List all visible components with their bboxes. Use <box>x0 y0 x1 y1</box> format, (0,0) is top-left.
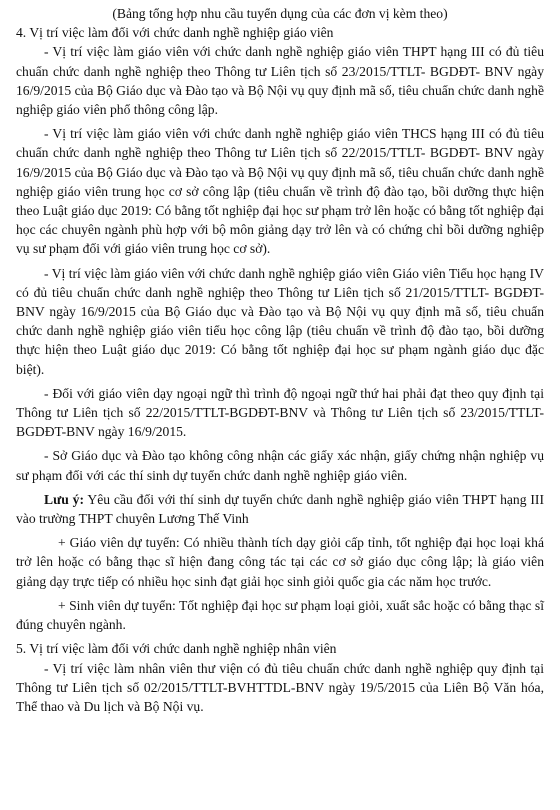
paragraph-foreign-language-teacher: - Đối với giáo viên dạy ngoại ngữ thì trình độ ngoại ngữ thứ hai phải đạt theo quy định tại Thông tư Liên tịch số 22/2015/TTLT-BGDĐT-BNV và Thông tư Liên tịch số 23/2015/TTLT-BGDĐT-BNV ngày 16/9/2015. <box>16 385 544 440</box>
section-5-heading: 5. Vị trí việc làm đối với chức danh nghề nghiệp nhân viên <box>16 641 337 657</box>
section-4-heading: 4. Vị trí việc làm đối với chức danh nghề nghiệp giáo viên <box>16 25 334 41</box>
paragraph-student-candidate: + Sinh viên dự tuyển: Tốt nghiệp đại học sư phạm loại giỏi, xuất sắc hoặc có bằng thạc sĩ đúng chuyên ngành. <box>16 597 544 633</box>
paragraph-certificate-rule: - Sở Giáo dục và Đào tạo không công nhận các giấy xác nhận, giấy chứng nhận nghiệp vụ sư phạm đối với các thí sinh dự tuyển chức danh nghề nghiệp giáo viên. <box>16 448 544 483</box>
note-label: Lưu ý: <box>44 491 84 507</box>
paragraph-librarian: - Vị trí việc làm nhân viên thư viện có đủ tiêu chuẩn chức danh nghề nghiệp quy định tại Thông tư Liên tịch số 02/2015/TTLT-BVHTTDL-BNV ngày 19/5/2015 của Liên Bộ Văn hóa, Thể thao và Du lịch và Bộ Nội vụ. <box>16 660 544 714</box>
paragraph-thpt-teacher: - Vị trí việc làm giáo viên với chức danh nghề nghiệp giáo viên THPT hạng III có đủ tiêu chuẩn chức danh nghề nghiệp theo Thông tư Liên tịch số 23/2015/TTLT- BGDĐT- BNV ngày 16/9/2015 của Bộ Giáo dục và Đào tạo và Bộ Nội vụ quy định mã số, tiêu chuẩn chức danh nghề nghiệp giáo viên phổ thông công lập. <box>16 44 544 118</box>
paragraph-primary-teacher: - Vị trí việc làm giáo viên với chức danh nghề nghiệp giáo viên Giáo viên Tiểu học hạng IV có đủ tiêu chuẩn chức danh nghề nghiệp theo Thông tư Liên tịch số 21/2015/TTLT- BGDĐT- BNV ngày 16/9/2015 của Bộ Giáo dục và Đào tạo và Bộ Nội vụ quy định mã số, tiêu chuẩn chức danh nghề nghiệp giáo viên tiểu học công lập (tiêu chuẩn về trình độ đào tạo, bồi dưỡng thực hiện theo Luật giáo dục 2019: Có bằng tốt nghiệp đại học sư phạm ngành giáo dục đặc biệt). <box>16 265 544 377</box>
paragraph-note <box>16 490 544 528</box>
attachment-note: (Bảng tổng hợp nhu cầu tuyển dụng của các đơn vị kèm theo) <box>112 6 448 21</box>
paragraph-teacher-candidate: + Giáo viên dự tuyển: Có nhiều thành tích dạy giỏi cấp tỉnh, tốt nghiệp đại học loại khá trở lên hoặc có bằng thạc sĩ hiện đang công tác tại các cơ sở giáo dục công lập; là giáo viên giảng dạy trực tiếp có nhiều học sinh đạt giải học sinh giỏi quốc gia các năm học trước. <box>16 535 544 589</box>
paragraph-thcs-teacher: - Vị trí việc làm giáo viên với chức danh nghề nghiệp giáo viên THCS hạng III có đủ tiêu chuẩn chức danh nghề nghiệp theo Thông tư Liên tịch số 22/2015/TTLT- BGDĐT- BNV ngày 16/9/2015 của Bộ Giáo dục và Đào tạo và Bộ Nội vụ quy định mã số, tiêu chuẩn chức danh nghề nghiệp giáo viên trung học cơ sở công lập (tiêu chuẩn về trình độ đào tạo, bồi dưỡng thực hiện theo Luật giáo dục 2019: Có bằng tốt nghiệp đại học sư phạm trở lên hoặc có bằng tốt nghiệp đại học các chuyên ngành phù hợp với bộ môn giảng dạy trở lên và có chứng chỉ bồi dưỡng nghiệp vụ sư phạm đối với giáo viên trung học cơ sở). <box>16 126 544 257</box>
note-text: Yêu cầu đối với thí sinh dự tuyển chức danh nghề nghiệp giáo viên THPT hạng III vào trường THPT chuyên Lương Thế Vinh <box>16 491 544 527</box>
